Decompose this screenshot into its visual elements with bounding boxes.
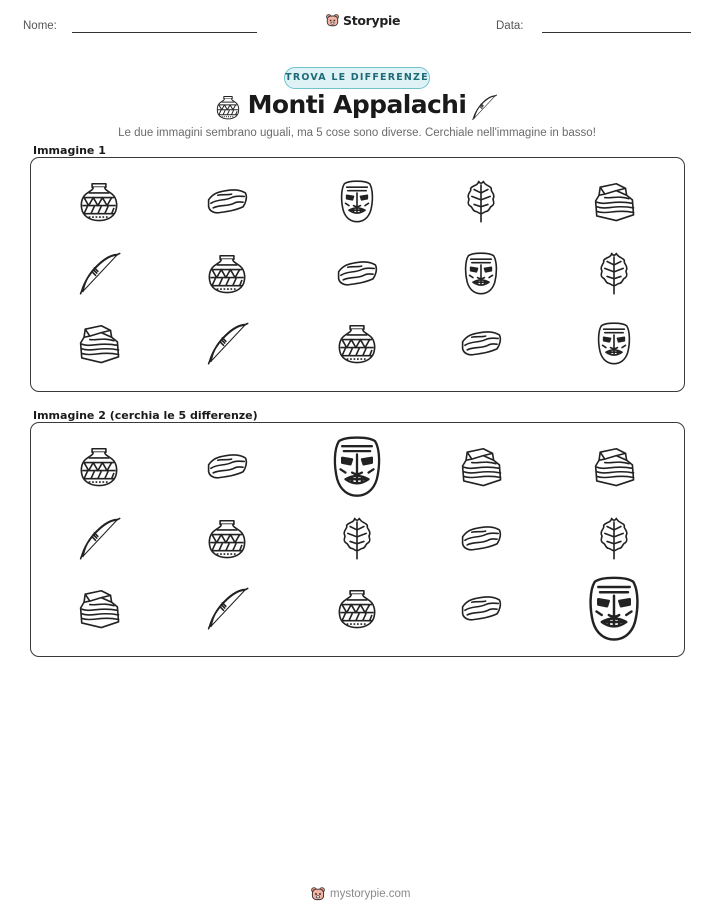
- mask-icon[interactable]: [334, 178, 380, 224]
- stone-icon[interactable]: [458, 585, 504, 631]
- bow-icon[interactable]: [76, 515, 122, 561]
- mascot-icon: [310, 886, 326, 902]
- footer-url: mystorypie.com: [330, 888, 411, 900]
- mascot-icon: [325, 13, 340, 28]
- image1-label: Immagine 1: [33, 144, 106, 157]
- rock-icon[interactable]: [591, 443, 637, 489]
- image2-panel[interactable]: [30, 422, 685, 657]
- bow-icon[interactable]: [204, 320, 250, 366]
- pot-icon[interactable]: [204, 515, 250, 561]
- pot-icon[interactable]: [334, 585, 380, 631]
- leaf-icon[interactable]: [334, 515, 380, 561]
- instructions: Le due immagini sembrano uguali, ma 5 cose sono diverse. Cerchiale nell'immagine in basso!: [118, 127, 596, 139]
- leaf-icon[interactable]: [458, 178, 504, 224]
- date-field[interactable]: [542, 32, 691, 33]
- rock-icon[interactable]: [591, 178, 637, 224]
- bow-icon: [470, 92, 498, 122]
- mask-icon[interactable]: [591, 320, 637, 366]
- rock-icon[interactable]: [76, 320, 122, 366]
- leaf-icon[interactable]: [591, 515, 637, 561]
- mask-icon[interactable]: [458, 250, 504, 296]
- bow-icon[interactable]: [76, 250, 122, 296]
- leaf-icon[interactable]: [591, 250, 637, 296]
- pot-icon[interactable]: [204, 250, 250, 296]
- rock-icon[interactable]: [458, 443, 504, 489]
- mask-icon[interactable]: [579, 573, 649, 643]
- brand-name: Storypie: [343, 13, 401, 28]
- image2-label: Immagine 2 (cerchia le 5 differenze): [33, 409, 258, 422]
- pot-icon[interactable]: [76, 178, 122, 224]
- stone-icon[interactable]: [204, 443, 250, 489]
- stone-icon[interactable]: [334, 250, 380, 296]
- name-label: Nome:: [23, 20, 57, 32]
- page-title: Monti Appalachi: [247, 90, 467, 119]
- rock-icon[interactable]: [76, 585, 122, 631]
- name-field[interactable]: [72, 32, 257, 33]
- stone-icon[interactable]: [458, 515, 504, 561]
- brand-logo: [325, 13, 400, 28]
- image1-panel[interactable]: [30, 157, 685, 392]
- footer: [310, 886, 411, 902]
- pot-icon[interactable]: [334, 320, 380, 366]
- bow-icon[interactable]: [204, 585, 250, 631]
- mask-icon[interactable]: [324, 433, 390, 499]
- pot-icon[interactable]: [76, 443, 122, 489]
- stone-icon[interactable]: [204, 178, 250, 224]
- activity-badge: TROVA LE DIFFERENZE: [284, 67, 430, 89]
- date-label: Data:: [496, 20, 524, 32]
- stone-icon[interactable]: [458, 320, 504, 366]
